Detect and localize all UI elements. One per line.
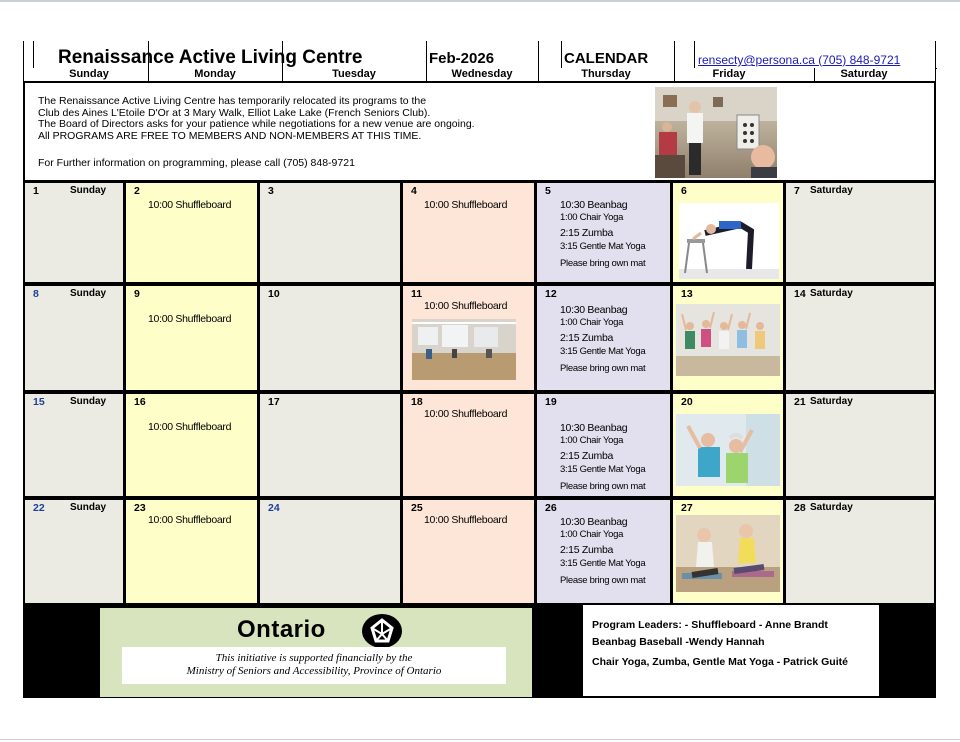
day-cell-monday [126,394,257,496]
calendar-header [23,41,936,68]
day-number: 1 [33,185,39,197]
day-cell-friday [673,286,783,390]
day-cell-sunday [25,500,123,603]
day-cell-wednesday [403,183,534,282]
event-item: 10:00 Shuffleboard [148,514,232,526]
day-number: 10 [268,288,280,300]
event-item: 1:00 Chair Yoga [560,317,624,328]
day-number: 11 [411,288,423,300]
day-cell-sunday [25,286,123,390]
day-cell-saturday [786,394,934,496]
day-cell-wednesday [403,500,534,603]
page-bottom-border [0,739,960,740]
event-item: 10:30 Beanbag [560,304,628,316]
day-number: 7 [794,185,800,197]
leader-line: Beanbag Baseball -Wendy Hannah [592,636,765,648]
day-number: 28 [794,502,806,514]
day-label: Saturday [810,288,853,299]
weekday-friday: Friday [712,68,746,80]
chair-stretch-photo [679,203,779,279]
event-item: 10:00 Shuffleboard [424,514,508,526]
day-cell-saturday [786,183,934,282]
day-number: 13 [681,288,693,300]
notice-line: The Renaissance Active Living Centre has temporarily relocated its programs to the [38,95,427,107]
weekday-tuesday: Tuesday [332,68,376,80]
notice-line: The Board of Directors asks for your patience while negotiations for a new venue are ongoing. [38,118,475,130]
day-cell-sunday [25,394,123,496]
weekday-thursday: Thursday [581,68,631,80]
day-number: 23 [134,502,146,514]
day-cell-friday [673,394,783,496]
day-cell-tuesday [260,394,400,496]
day-cell-saturday [786,500,934,603]
day-number: 19 [545,396,557,408]
day-cell-tuesday [260,500,400,603]
event-item: 2:15 Zumba [560,332,614,344]
event-item: Please bring own mat [560,575,646,586]
centre-title: Renaissance Active Living Centre [58,47,363,68]
day-cell-monday [126,183,257,282]
day-number: 12 [545,288,557,300]
event-item: Please bring own mat [560,481,646,492]
event-item: 10:00 Shuffleboard [148,313,232,325]
support-line: Ministry of Seniors and Accessibility, Province of Ontario [186,665,442,677]
event-item: 2:15 Zumba [560,450,614,462]
day-cell-monday [126,500,257,603]
day-cell-saturday [786,286,934,390]
day-cell-tuesday [260,286,400,390]
chair-yoga-class-photo [676,304,780,376]
day-cell-thursday [537,183,670,282]
weekday-wednesday: Wednesday [451,68,513,80]
event-item: 10:30 Beanbag [560,422,628,434]
day-number: 25 [411,502,423,514]
day-number: 6 [681,185,687,197]
support-line: This initiative is supported financially by the [215,652,413,664]
event-item: 2:15 Zumba [560,227,614,239]
event-item: 1:00 Chair Yoga [560,212,624,223]
day-label: Sunday [70,185,107,196]
notice-info: For Further information on programming, please call (705) 848-9721 [38,157,355,169]
event-item: 10:30 Beanbag [560,199,628,211]
day-number: 3 [268,185,274,197]
day-cell-wednesday [403,286,534,390]
day-label: Saturday [810,185,853,196]
day-cell-thursday [537,394,670,496]
event-item: 10:00 Shuffleboard [424,300,508,312]
day-number: 26 [545,502,557,514]
day-number: 22 [33,502,45,514]
event-item: 3:15 Gentle Mat Yoga [560,464,646,475]
seniors-stretching-photo [676,414,780,486]
day-cell-friday [673,500,783,603]
event-item: 2:15 Zumba [560,544,614,556]
support-statement [122,647,506,684]
ontario-support-box [100,608,532,697]
day-number: 17 [268,396,280,408]
day-number: 8 [33,288,39,300]
notice-line: All PROGRAMS ARE FREE TO MEMBERS AND NON-MEMBERS AT THIS TIME. [38,129,422,142]
event-item: 3:15 Gentle Mat Yoga [560,558,646,569]
day-cell-thursday [537,286,670,390]
day-label: Saturday [810,502,853,513]
seniors-group-photo [655,87,777,178]
ontario-trillium-icon [362,614,402,648]
hall-interior-photo [412,319,516,380]
calendar-label: CALENDAR [564,50,649,67]
event-item: 10:00 Shuffleboard [424,199,508,211]
event-item: Please bring own mat [560,258,646,269]
leader-line: Chair Yoga, Zumba, Gentle Mat Yoga - Patrick Guité [592,656,848,668]
event-item: 3:15 Gentle Mat Yoga [560,241,646,252]
notice-text [38,96,475,142]
day-cell-thursday [537,500,670,603]
event-item: 1:00 Chair Yoga [560,435,624,446]
event-item: 10:00 Shuffleboard [148,199,232,211]
page-top-border [0,0,960,2]
day-number: 24 [268,502,280,514]
program-leaders-box [583,605,879,696]
calendar-sheet [23,41,936,698]
day-label: Sunday [70,502,107,513]
event-item: 10:30 Beanbag [560,516,628,528]
day-number: 14 [794,288,806,300]
day-cell-wednesday [403,394,534,496]
day-number: 5 [545,185,551,197]
relocation-notice [25,83,934,180]
day-number: 27 [681,502,693,514]
day-number: 20 [681,396,693,408]
event-item: 10:00 Shuffleboard [148,421,232,433]
day-cell-sunday [25,183,123,282]
day-number: 9 [134,288,140,300]
event-item: 10:00 Shuffleboard [424,408,508,420]
event-item: 1:00 Chair Yoga [560,529,624,540]
month-label: Feb-2026 [429,50,495,67]
day-label: Sunday [70,288,107,299]
day-cell-friday [673,183,783,282]
contact-link[interactable]: rensecty@persona.ca (705) 848-9721 [698,53,901,67]
ontario-wordmark: Ontario [237,616,326,643]
leader-line: Program Leaders: - Shuffleboard - Anne Brandt [592,619,828,631]
event-item: Please bring own mat [560,363,646,374]
day-cell-tuesday [260,183,400,282]
day-number: 15 [33,396,45,408]
event-item: 3:15 Gentle Mat Yoga [560,346,646,357]
day-label: Sunday [70,396,107,407]
day-number: 16 [134,396,146,408]
notice-line: Club des Aines L'Etoile D'Or at 3 Mary Walk, Elliot Lake Lake (French Seniors Club). [38,106,431,119]
weekday-sunday: Sunday [69,68,109,80]
weekday-saturday: Saturday [840,68,888,80]
day-label: Saturday [810,396,853,407]
day-number: 2 [134,185,140,197]
day-number: 21 [794,396,806,408]
weekday-monday: Monday [194,68,236,80]
day-cell-monday [126,286,257,390]
day-number: 18 [411,396,423,408]
day-number: 4 [411,185,417,197]
mat-yoga-photo [676,515,780,592]
weekday-header-row [23,68,936,81]
